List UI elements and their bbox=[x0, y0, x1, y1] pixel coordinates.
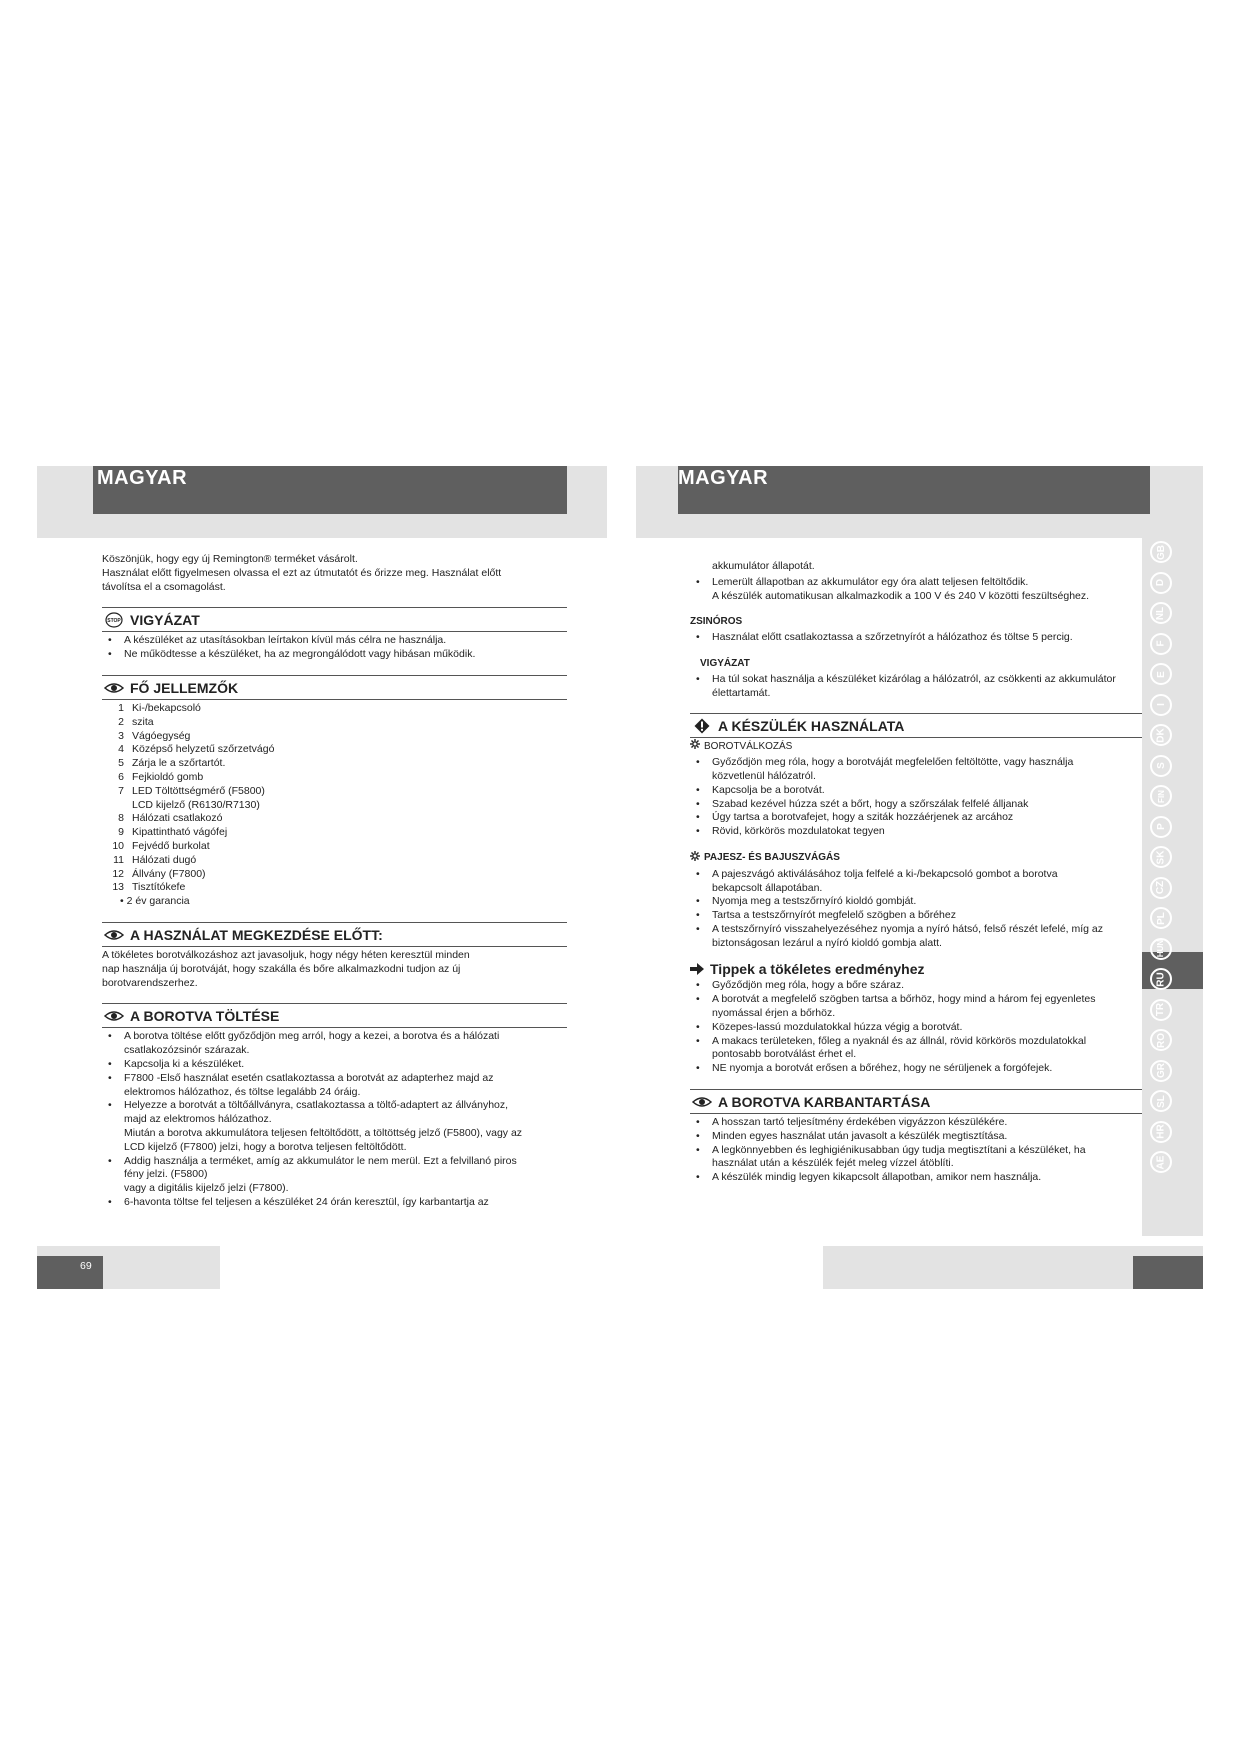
language-tab-label: CZ bbox=[1155, 880, 1167, 895]
header-left-title: MAGYAR bbox=[97, 467, 188, 489]
list-item-line: • A borotvát a megfelelő szögben tartsa a bőrhöz, hogy mind a három fej egyenletes bbox=[712, 993, 1096, 1006]
maintenance-title bbox=[690, 1089, 1145, 1114]
text-line: nap használja új borotváját, hogy szakálla és bőre alkalmazkodni tudjon az új bbox=[102, 962, 461, 975]
list-item bbox=[690, 993, 1145, 1021]
continued-list bbox=[690, 576, 1145, 604]
list-item-line: pontosabb borotválást érhet el. bbox=[712, 1048, 857, 1061]
feature-number bbox=[102, 895, 120, 909]
language-tab-p[interactable] bbox=[1150, 816, 1172, 838]
list-item bbox=[102, 1155, 567, 1196]
list-item-line: • Kapcsolja be a borotvát. bbox=[712, 783, 825, 796]
language-tab-label: HUN bbox=[1156, 939, 1166, 958]
language-tab-label: DK bbox=[1155, 727, 1167, 743]
charging-section bbox=[102, 1003, 567, 1209]
list-item bbox=[690, 673, 1145, 701]
list-item bbox=[690, 895, 1145, 909]
header-left bbox=[93, 466, 567, 514]
feature-number: 3 bbox=[118, 729, 124, 742]
warning-list bbox=[102, 634, 567, 662]
feature-item bbox=[102, 812, 567, 826]
usage-title bbox=[690, 713, 1145, 738]
intro bbox=[102, 553, 567, 594]
list-item-line: csatlakozózsinór szárazak. bbox=[124, 1044, 250, 1057]
list-item-line: • Minden egyes használat után javasolt a készülék megtisztítása. bbox=[712, 1129, 1008, 1142]
continued-line: akkumulátor állapotát. bbox=[712, 560, 815, 572]
list-item-line: • A készülék mindig legyen kikapcsolt állapotban, amikor nem használja. bbox=[712, 1171, 1042, 1184]
right-column bbox=[690, 560, 1145, 1185]
list-item-line: • Ha túl sokat használja a készüléket kizárólag a hálózatról, az csökkenti az akkumulátor bbox=[712, 672, 1116, 685]
language-tab-ae[interactable] bbox=[1150, 1151, 1172, 1173]
eye-icon bbox=[104, 680, 124, 696]
list-item-line: • Helyezze a borotvát a töltőállványra, csatlakoztassa a töltő-adaptert az állványhoz, bbox=[124, 1099, 509, 1112]
feature-item bbox=[102, 826, 567, 840]
language-tab-e[interactable] bbox=[1150, 663, 1172, 685]
warning-title-text: VIGYÁZAT bbox=[130, 612, 200, 629]
features-title bbox=[102, 675, 567, 700]
list-item-line: élettartamát. bbox=[712, 686, 771, 699]
language-tab-d[interactable] bbox=[1150, 572, 1172, 594]
feature-number: 6 bbox=[118, 770, 124, 783]
exclamation-icon bbox=[692, 718, 712, 734]
language-tab-gr[interactable] bbox=[1150, 1060, 1172, 1082]
intro-line: Köszönjük, hogy egy új Remington® terméket vásárolt. bbox=[102, 553, 358, 565]
language-tab-hr[interactable] bbox=[1150, 1121, 1172, 1143]
list-item bbox=[690, 798, 1145, 812]
list-item-line: bekapcsolt állapotában. bbox=[712, 881, 823, 894]
text-line: A tökéletes borotválkozáshoz azt javasoljuk, hogy négy héten keresztül minden bbox=[102, 948, 470, 961]
language-tab-label: SL bbox=[1155, 1094, 1167, 1108]
list-item-line: • A testszőrnyíró visszahelyezéséhez nyomja a nyíró hátsó, felső részét lefelé, míg az bbox=[712, 922, 1104, 935]
language-tab-cz[interactable] bbox=[1150, 877, 1172, 899]
list-item bbox=[690, 784, 1145, 798]
list-item bbox=[690, 979, 1145, 993]
feature-number: 4 bbox=[118, 743, 124, 756]
feature-text: szita bbox=[132, 715, 154, 728]
feature-item bbox=[102, 799, 567, 813]
list-item-line: • Tartsa a testszőrnyírót megfelelő szögben a bőréhez bbox=[712, 909, 956, 922]
intro-line: Használat előtt figyelmesen olvassa el ezt az útmutatót és őrizze meg. Használat előtt bbox=[102, 566, 502, 579]
list-item-line: fény jelzi. (F5800) bbox=[124, 1168, 208, 1181]
language-tab-tr[interactable] bbox=[1150, 999, 1172, 1021]
feature-text: • 2 év garancia bbox=[120, 895, 190, 908]
feature-text: LED Töltöttségmérő (F5800) bbox=[132, 784, 265, 797]
list-item bbox=[690, 811, 1145, 825]
language-tab-dk[interactable] bbox=[1150, 724, 1172, 746]
list-item-line: • Győződjön meg róla, hogy a borotváját megfelelően feltöltötte, vagy használja bbox=[712, 756, 1074, 769]
list-item-line: • A borotva töltése előtt győződjön meg arról, hogy a kezei, a borotva és a hálózati bbox=[124, 1030, 500, 1043]
feature-item bbox=[102, 730, 567, 744]
list-item-line: LCD kijelző (F7800) jelzi, hogy a borotva teljesen feltöltődött. bbox=[124, 1140, 407, 1153]
feature-number: 11 bbox=[113, 853, 124, 866]
feature-text: Tisztítókefe bbox=[132, 881, 186, 894]
feature-item bbox=[102, 785, 567, 799]
list-item-line: • A makacs területeken, főleg a nyaknál és az állnál, rövid körkörös mozdulatokkal bbox=[712, 1034, 1087, 1047]
list-item: • A készüléket az utasításokban leírtakon kívül más célra ne használja. bbox=[102, 634, 567, 648]
text-line: borotvarendszerhez. bbox=[102, 976, 198, 989]
list-item-line: • Szabad kezével húzza szét a bőrt, hogy a szőrszálak felfelé álljanak bbox=[712, 797, 1029, 810]
feature-text: Hálózati csatlakozó bbox=[132, 812, 223, 825]
language-tab-label: GB bbox=[1155, 544, 1167, 560]
language-tab-s[interactable] bbox=[1150, 755, 1172, 777]
trim-subtitle bbox=[690, 851, 1145, 866]
language-tab-ru[interactable] bbox=[1150, 968, 1172, 990]
feature-text: LCD kijelző (R6130/R7130) bbox=[132, 798, 260, 811]
list-item-line: • A pajeszvágó aktiválásához tolja felfelé a ki-/bekapcsoló gombot a borotva bbox=[712, 867, 1058, 880]
list-item bbox=[690, 868, 1145, 896]
list-item bbox=[690, 576, 1145, 604]
caution-title: VIGYÁZAT bbox=[700, 657, 750, 669]
list-item-line: • Addig használja a terméket, amíg az akkumulátor le nem merül. Ezt a felvillanó piros bbox=[124, 1154, 517, 1167]
list-item bbox=[690, 1171, 1145, 1185]
corded-list bbox=[690, 631, 1145, 645]
page-number: 69 bbox=[80, 1260, 92, 1272]
language-tab-label: PL bbox=[1155, 911, 1167, 925]
feature-text: Kipattintható vágófej bbox=[132, 826, 228, 839]
language-tab-i[interactable] bbox=[1150, 694, 1172, 716]
usage-title-text: A KÉSZÜLÉK HASZNÁLATA bbox=[718, 718, 905, 735]
features-section bbox=[102, 675, 567, 909]
list-item-line: • Nyomja meg a testszőrnyíró kioldó gombját. bbox=[712, 895, 917, 908]
feature-number: 12 bbox=[112, 867, 124, 880]
list-item bbox=[690, 923, 1145, 951]
feature-number: 7 bbox=[118, 784, 124, 797]
language-tab-hun[interactable] bbox=[1150, 938, 1172, 960]
usage-section bbox=[690, 713, 1145, 950]
language-tab-gb[interactable] bbox=[1150, 541, 1172, 563]
maintenance-list bbox=[690, 1116, 1145, 1185]
tips-title-text: Tippek a tökéletes eredményhez bbox=[710, 961, 925, 978]
list-item bbox=[690, 825, 1145, 839]
tips-list bbox=[690, 979, 1145, 1076]
feature-text: Vágóegység bbox=[132, 729, 191, 742]
list-item bbox=[690, 756, 1145, 784]
list-item bbox=[690, 1144, 1145, 1172]
maintenance-title-text: A BOROTVA KARBANTARTÁSA bbox=[718, 1093, 931, 1110]
features-title-text: FŐ JELLEMZŐK bbox=[130, 679, 239, 696]
feature-item bbox=[102, 895, 567, 909]
list-item-line: A készülék automatikusan alkalmazkodik a 100 V és 240 V közötti feszültséghez. bbox=[712, 589, 1090, 602]
eye-icon bbox=[104, 1008, 124, 1024]
language-tab-label: RO bbox=[1155, 1032, 1167, 1048]
feature-item bbox=[102, 881, 567, 895]
language-tab-f[interactable] bbox=[1150, 633, 1172, 655]
language-tab-label: TR bbox=[1155, 1002, 1167, 1017]
feature-number: 8 bbox=[118, 812, 124, 825]
tips-title bbox=[690, 963, 1145, 978]
language-tab-label: FIN bbox=[1156, 789, 1166, 803]
trim-subtitle-text: PAJESZ- ÉS BAJUSZVÁGÁS bbox=[704, 852, 840, 864]
feature-item bbox=[102, 771, 567, 785]
language-tab-label: S bbox=[1155, 762, 1167, 769]
feature-item bbox=[102, 702, 567, 716]
intro-line: távolítsa el a csomagolást. bbox=[102, 580, 226, 593]
before-use-section bbox=[102, 922, 567, 990]
language-tab-nl[interactable] bbox=[1150, 602, 1172, 624]
list-item-line: vagy a digitális kijelző jelzi (F7800). bbox=[124, 1182, 289, 1195]
list-item-line: nyomással érjen a bőrhöz. bbox=[712, 1006, 836, 1019]
list-item-line: • Kapcsolja ki a készüléket. bbox=[124, 1057, 245, 1070]
feature-text: Állvány (F7800) bbox=[132, 867, 206, 880]
charging-list bbox=[102, 1030, 567, 1209]
list-item bbox=[690, 909, 1145, 923]
feature-item bbox=[102, 743, 567, 757]
list-item bbox=[102, 1030, 567, 1058]
list-item-line: • F7800 -Első használat esetén csatlakoztassa a borotvát az adapterhez majd az bbox=[124, 1071, 494, 1084]
language-tab-label: F bbox=[1155, 640, 1167, 647]
eye-icon bbox=[104, 927, 124, 943]
features-list bbox=[102, 702, 567, 909]
stop-icon-label: STOP bbox=[107, 618, 121, 625]
list-item-line: • Közepes-lassú mozdulatokkal húzza végig a borotvát. bbox=[712, 1020, 963, 1033]
language-tab-pl[interactable] bbox=[1150, 907, 1172, 929]
list-item-line: • A hosszan tartó teljesítmény érdekében vigyázzon készülékére. bbox=[712, 1115, 1008, 1128]
gear-icon bbox=[690, 851, 700, 866]
list-item: • Használat előtt csatlakoztassa a szőrzetnyírót a hálózathoz és töltse 5 percig. bbox=[690, 631, 1145, 645]
list-item bbox=[102, 1072, 567, 1100]
list-item bbox=[690, 1021, 1145, 1035]
feature-text: Középső helyzetű szőrzetvágó bbox=[132, 743, 275, 756]
list-item bbox=[690, 1116, 1145, 1130]
list-item bbox=[102, 1196, 567, 1210]
before-use-title-text: A HASZNÁLAT MEGKEZDÉSE ELŐTT: bbox=[130, 926, 383, 943]
shaving-list bbox=[690, 756, 1145, 839]
corded-title: ZSINÓROS bbox=[690, 616, 743, 628]
list-item-line: használat után a készülék fejét meleg vízzel átöblíti. bbox=[712, 1157, 954, 1170]
feature-item bbox=[102, 757, 567, 771]
list-item bbox=[102, 1099, 567, 1154]
list-item-line: Miután a borotva akkumulátora teljesen feltöltődött, a töltöttség jelző (F5800), vagy az bbox=[124, 1126, 523, 1139]
list-item bbox=[690, 1035, 1145, 1063]
gear-icon bbox=[690, 739, 700, 754]
language-tab-label: SK bbox=[1155, 850, 1167, 864]
list-item-line: • 6-havonta töltse fel teljesen a készüléket 24 órán keresztül, így karbantartja az bbox=[124, 1195, 489, 1208]
feature-text: Ki-/bekapcsoló bbox=[132, 701, 201, 714]
language-tab-sl[interactable] bbox=[1150, 1090, 1172, 1112]
feature-number: 9 bbox=[118, 826, 124, 839]
feature-item bbox=[102, 854, 567, 868]
feature-number: 2 bbox=[118, 715, 124, 728]
feature-text: Fejvédő burkolat bbox=[132, 839, 210, 852]
list-item-line: • A legkönnyebben és leghigiénikusabban úgy tudja megtisztítani a készüléket, ha bbox=[712, 1143, 1086, 1156]
language-tab-label: RU bbox=[1155, 971, 1167, 987]
arrow-right-icon bbox=[690, 963, 704, 978]
language-tab-label: GR bbox=[1155, 1063, 1167, 1078]
list-item-line: biztonságosan lezárul a nyíró kioldó gombja alatt. bbox=[712, 936, 942, 949]
warning-section bbox=[102, 607, 567, 662]
list-item-line: • Lemerült állapotban az akkumulátor egy óra alatt teljesen feltöltődik. bbox=[712, 575, 1029, 588]
warning-title bbox=[102, 607, 567, 632]
left-column bbox=[102, 553, 567, 1210]
maintenance-section bbox=[690, 1089, 1145, 1185]
stop-icon bbox=[104, 612, 124, 628]
feature-number: 13 bbox=[112, 881, 124, 894]
list-item: • Ne működtesse a készüléket, ha az megrongálódott vagy hibásan működik. bbox=[102, 648, 567, 662]
feature-item bbox=[102, 840, 567, 854]
list-item-line: • Rövid, körkörös mozdulatokat tegyen bbox=[712, 825, 885, 838]
before-use-title bbox=[102, 922, 567, 947]
page-number-box bbox=[37, 1256, 103, 1289]
feature-number: 5 bbox=[118, 757, 124, 770]
footer-box-right bbox=[1133, 1256, 1203, 1289]
feature-text: Fejkioldó gomb bbox=[132, 770, 204, 783]
language-tab-label: NL bbox=[1155, 606, 1167, 620]
feature-text: Hálózati dugó bbox=[132, 853, 197, 866]
header-right-title: MAGYAR bbox=[678, 467, 769, 489]
eye-icon bbox=[692, 1094, 712, 1110]
list-item-line: • NE nyomja a borotvát erősen a bőréhez, hogy ne sérüljenek a forgófejek. bbox=[712, 1062, 1053, 1075]
list-item-line: közvetlenül hálózatról. bbox=[712, 769, 816, 782]
feature-number: 1 bbox=[118, 701, 124, 714]
language-tab-label: D bbox=[1155, 578, 1167, 587]
header-right bbox=[678, 466, 1150, 514]
language-tab-label: HR bbox=[1155, 1124, 1167, 1139]
list-item bbox=[690, 1130, 1145, 1144]
language-tab-label: I bbox=[1155, 703, 1167, 706]
language-tab-sk[interactable] bbox=[1150, 846, 1172, 868]
list-item-line: • Úgy tartsa a borotvafejet, hogy a sziták hozzáérjenek az arcához bbox=[712, 811, 1014, 824]
feature-item bbox=[102, 868, 567, 882]
before-use-text bbox=[102, 949, 567, 990]
shaving-subtitle-text: BOROTVÁLKOZÁS bbox=[704, 740, 793, 752]
charging-title bbox=[102, 1003, 567, 1028]
list-item-line: elektromos hálózathoz, és töltse legalább 24 óráig. bbox=[124, 1085, 361, 1098]
list-item bbox=[102, 1058, 567, 1072]
language-tab-label: AE bbox=[1155, 1155, 1167, 1169]
charging-title-text: A BOROTVA TÖLTÉSE bbox=[130, 1008, 280, 1025]
language-tab-ro[interactable] bbox=[1150, 1029, 1172, 1051]
language-tab-label: E bbox=[1155, 670, 1167, 678]
shaving-subtitle bbox=[690, 739, 1145, 754]
list-item-line: • Győződjön meg róla, hogy a bőre száraz. bbox=[712, 979, 905, 992]
language-tab-label: P bbox=[1155, 823, 1167, 830]
feature-number bbox=[102, 799, 132, 813]
feature-text: Zárja le a szőrtartót. bbox=[132, 757, 226, 770]
list-item-line: majd az elektromos hálózathoz. bbox=[124, 1113, 272, 1126]
trim-list bbox=[690, 868, 1145, 951]
feature-item bbox=[102, 716, 567, 730]
feature-number: 10 bbox=[112, 839, 124, 852]
language-tab-fin[interactable] bbox=[1150, 785, 1172, 807]
caution-list bbox=[690, 673, 1145, 701]
list-item bbox=[690, 1062, 1145, 1076]
